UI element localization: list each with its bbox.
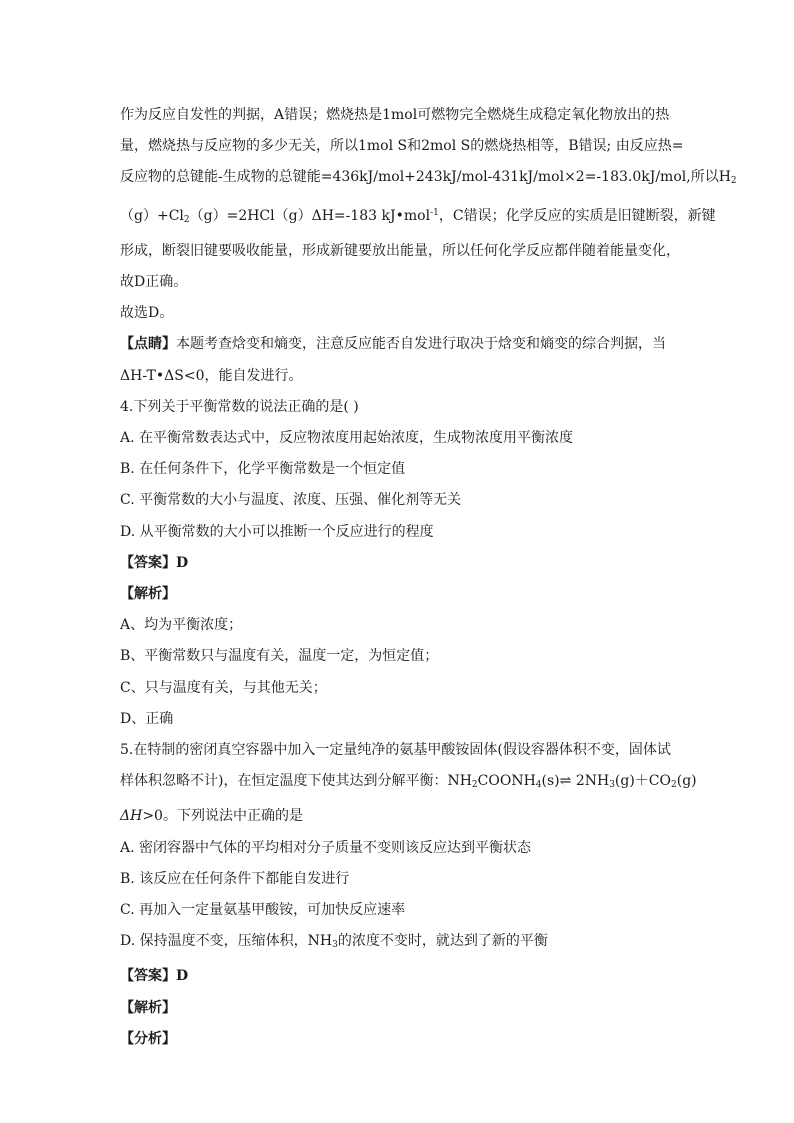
q4-answer: 【答案】D [120, 554, 189, 571]
comment-line1: 【点睛】本题考查焓变和熵变，注意反应能否自发进行取决于焓变和熵变的综合判据，当 [120, 336, 666, 353]
q4-analysis-a: A、均为平衡浓度； [120, 617, 243, 634]
q4-option-c: C. 平衡常数的大小与温度、浓度、压强、催化剂等无关 [120, 492, 462, 509]
q5-option-d: D. 保持温度不变，压缩体积，$NH_3$的浓度不变时，就达到了新的平衡 [120, 933, 548, 951]
q5-analysis-label: 【解析】 [120, 999, 176, 1016]
q5-stem-line1: 5.在特制的密闭真空容器中加入一定量纯净的氨基甲酸铵固体(假设容器体积不变，固体试 [120, 742, 671, 759]
q4-analysis-d: D、正确 [120, 710, 174, 727]
q4-option-b: B. 在任何条件下，化学平衡常数是一个恒定值 [120, 461, 406, 478]
q5-answer: 【答案】D [120, 968, 189, 985]
q5-option-b: B. 该反应在任何条件下都能自发进行 [120, 870, 350, 887]
comment-label: 【点睛】 [120, 336, 176, 353]
para1-line5: 形成，断裂旧键要吸收能量，形成新键要放出能量，所以任何化学反应都伴随着能量变化， [120, 242, 680, 259]
para1-line1: 作为反应自发性的判据，A错误；燃烧热是1mol可燃物完全燃烧生成稳定氧化物放出的热 [120, 107, 670, 123]
q5-option-c: C. 再加入一定量氨基甲酸铵，可加快反应速率 [120, 902, 406, 919]
select-answer: 故选D。 [120, 305, 174, 322]
q4-option-d: D. 从平衡常数的大小可以推断一个反应进行的程度 [120, 523, 434, 540]
para1-line2: 量，燃烧热与反应物的多少无关，所以1mol S和2mol S的燃烧热相等，B错误; 由反应热= [120, 138, 684, 155]
comment-line2: ΔH-T•ΔS<0，能自发进行。 [120, 367, 303, 384]
q4-analysis-b: B、平衡常数只与温度有关，温度一定，为恒定值； [120, 648, 439, 665]
q4-stem: 4.下列关于平衡常数的说法正确的是( ) [120, 398, 359, 415]
q4-analysis-c: C、只与温度有关，与其他无关； [120, 679, 327, 696]
q5-option-a: A. 密闭容器中气体的平均相对分子质量不变则该反应达到平衡状态 [120, 839, 532, 856]
q5-stem-line3: ΔH>0。下列说法中正确的是 [120, 808, 303, 825]
para1-line6: 故D正确。 [120, 274, 188, 291]
q5-fenxi-label: 【分析】 [120, 1030, 176, 1047]
para1-line3: 反应物的总键能-生成物的总键能=436kJ/mol+243kJ/mol-431kJ/mol×2=-183.0kJ/mol,所以$H_2$ [120, 169, 737, 187]
q4-analysis-label: 【解析】 [120, 586, 176, 603]
q4-option-a: A. 在平衡常数表达式中，反应物浓度用起始浓度，生成物浓度用平衡浓度 [120, 430, 574, 447]
para1-line4: $(g)+Cl_2(g)=2HCl(g)\Delta H=-183$ kJ•mol$^{-1}$，C错误；化学反应的实质是旧键断裂，新键 [120, 207, 716, 225]
document-content [120, 100, 737, 1055]
q5-stem-line2: 样体积忽略不计)，在恒定温度下使其达到分解平衡：$NH_2COONH_4(s)\rightleftharpoons$ $2NH_3(g)+CO_2(g)$ [120, 773, 697, 791]
